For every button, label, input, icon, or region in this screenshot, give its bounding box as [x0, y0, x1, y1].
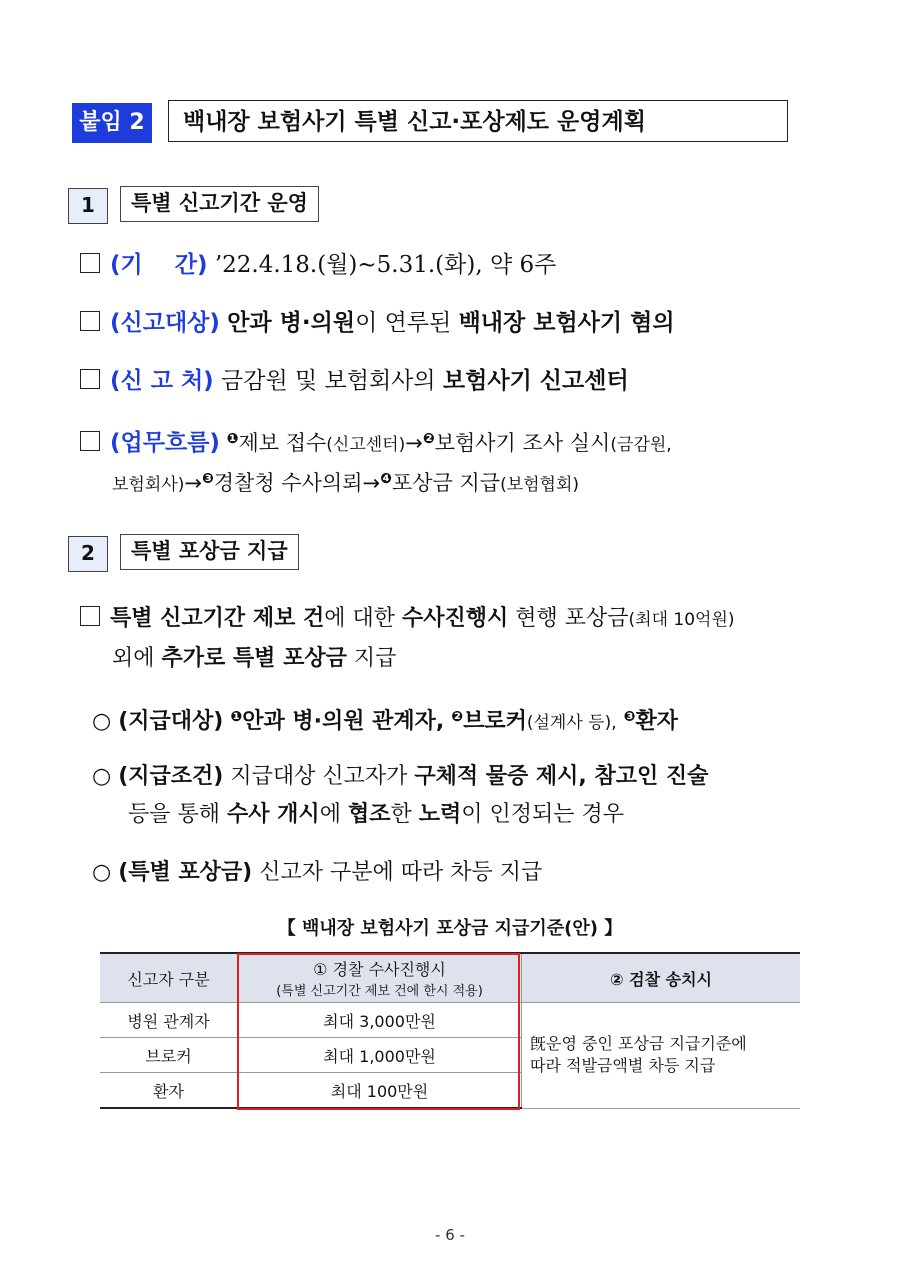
- number-1-icon: ❶: [226, 431, 239, 447]
- reward-main-line-2: 외에 추가로 특별 포상금 지급: [112, 646, 397, 671]
- bullet-icon: ○: [92, 764, 112, 789]
- section-1-title: 특별 신고기간 운영: [120, 186, 319, 222]
- number-4-icon: ❹: [380, 471, 392, 487]
- amount-cell: 최대 100만원: [238, 1073, 522, 1109]
- bullet-icon: ○: [92, 709, 112, 734]
- condition-line-2: 등을 통해 수사 개시에 협조한 노력이 인정되는 경우: [128, 802, 625, 827]
- table-header-row: [100, 953, 800, 1003]
- table-row: [100, 1003, 800, 1038]
- amount-cell: 최대 3,000만원: [238, 1003, 522, 1038]
- reward-table: [100, 952, 800, 1109]
- checkbox-icon: [80, 606, 100, 626]
- target-line: (신고대상) 안과 병·의원이 연루된 백내장 보험사기 혐의: [80, 308, 675, 338]
- number-1-icon: ❶: [230, 709, 243, 725]
- reporter-type-cell: 환자: [100, 1073, 238, 1109]
- bullet-icon: ○: [92, 860, 112, 885]
- workflow-line-1: (업무흐름) $^❶$제보 접수(신고센터)→$^❷$보험사기 조사 실시(금감원,: [80, 424, 672, 460]
- prosecution-note-line-2: 따라 적발금액별 차등 지급: [530, 1056, 716, 1076]
- header-prosecution: ② 검찰 송치시: [522, 953, 801, 1003]
- special-reward-line: ○ (특별 포상금) 신고자 구분에 따라 차등 지급: [92, 860, 543, 885]
- checkbox-icon: [80, 431, 100, 451]
- attachment-tag: 붙임 2: [72, 103, 152, 143]
- header-police: [238, 953, 522, 1003]
- number-3-icon: ❸: [201, 471, 214, 487]
- reward-main-line-1: 특별 신고기간 제보 건에 대한 수사진행시 현행 포상금(최대 10억원): [80, 604, 735, 635]
- period-line: (기 간) ’22.4.18.(월)∼5.31.(화), 약 6주: [80, 250, 556, 280]
- header-police-label: ① 경찰 수사진행시: [313, 960, 446, 979]
- number-2-icon: ❷: [451, 709, 464, 725]
- section-1-number: 1: [68, 188, 108, 224]
- checkbox-icon: [80, 253, 100, 273]
- page-title: 백내장 보험사기 특별 신고·포상제도 운영계획: [168, 100, 788, 142]
- page-number: - 6 -: [435, 1226, 465, 1244]
- reporter-type-cell: 병원 관계자: [100, 1003, 238, 1038]
- prosecution-note-cell: [522, 1003, 801, 1109]
- report-place-line: (신 고 처) 금감원 및 보험회사의 보험사기 신고센터: [80, 366, 629, 396]
- number-2-icon: ❷: [422, 431, 435, 447]
- table-caption: 【 백내장 보험사기 포상금 지급기준(안) 】: [277, 918, 623, 939]
- section-2-number: 2: [68, 536, 108, 572]
- eligibility-line: ○ (지급대상) $^❶$안과 병·의원 관계자, $^❷$브로커(설계사 등), $^❸$환자: [92, 709, 679, 734]
- section-2-title: 특별 포상금 지급: [120, 534, 299, 570]
- header-police-note: (특별 신고기간 제보 건에 한시 적용): [276, 984, 483, 999]
- amount-cell: 최대 1,000만원: [238, 1038, 522, 1073]
- prosecution-note-line-1: 旣운영 중인 포상금 지급기준에: [530, 1034, 747, 1054]
- workflow-line-2: 보험회사)→$^❸$경찰청 수사의뢰→$^❹$포상금 지급(보험협회): [112, 471, 580, 495]
- condition-line-1: ○ (지급조건) 지급대상 신고자가 구체적 물증 제시, 참고인 진술: [92, 764, 709, 789]
- number-3-icon: ❸: [623, 709, 636, 725]
- header-reporter-type: 신고자 구분: [100, 953, 238, 1003]
- checkbox-icon: [80, 311, 100, 331]
- checkbox-icon: [80, 369, 100, 389]
- reporter-type-cell: 브로커: [100, 1038, 238, 1073]
